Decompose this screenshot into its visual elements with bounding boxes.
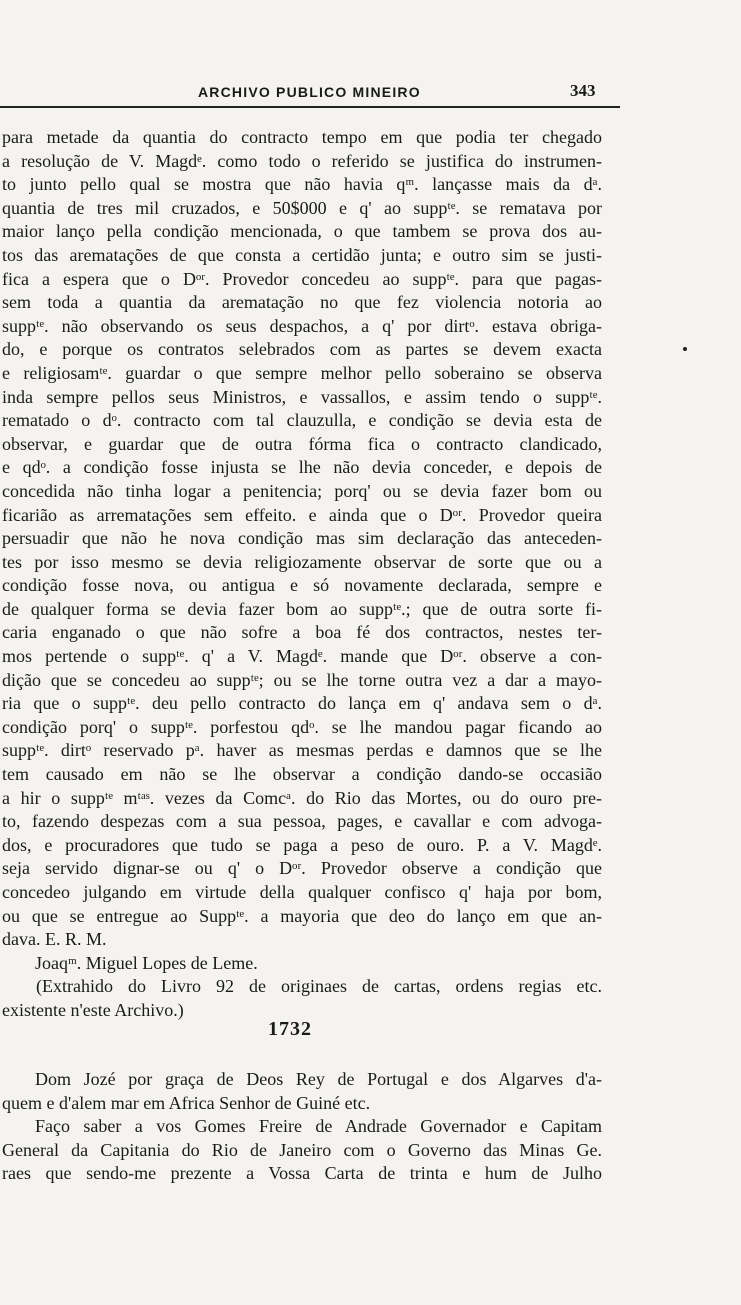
text-line: to junto pello qual se mostra que não havia qᵐ. lançasse mais da dᵃ. <box>2 174 602 195</box>
petition-text <box>2 126 602 1023</box>
text-line: quem e d'alem mar em Africa Senhor de Guiné etc. <box>2 1092 371 1113</box>
text-line: a resolução de V. Magdᵉ. como todo o referido se justifica do instrumen- <box>2 150 602 171</box>
text-line: raes que sendo-me prezente a Vossa Carta de trinta e hum de Julho <box>2 1163 602 1184</box>
page-number: 343 <box>570 81 596 100</box>
text-line: ria que o suppᵗᵉ. deu pello contracto do lança em q' andava sem o dᵃ. <box>2 693 602 714</box>
text-line: dos, e procuradores que tudo se paga a peso de ouro. P. a V. Magdᵉ. <box>2 834 602 855</box>
text-line: do, e porque os contratos selebrados com as partes se devem exacta <box>2 339 602 360</box>
text-line: caria enganado o que não sofre a boa fé dos contractos, nestes ter- <box>2 622 602 643</box>
source-note-line: existente n'este Archivo.) <box>2 999 184 1020</box>
text-line: e qdᵒ. a condição fosse injusta se lhe não devia conceder, e depois de <box>2 457 602 478</box>
text-line: suppᵗᵉ. dirtᵒ reservado pᵃ. haver as mesmas perdas e damnos que se lhe <box>2 740 602 761</box>
text-line: General da Capitania do Rio de Janeiro com o Governo das Minas Ge. <box>2 1139 602 1160</box>
text-line: rematado o dᵒ. contracto com tal clauzulla, e condição se devia esta de <box>2 410 602 431</box>
royal-letter-text <box>2 1068 602 1186</box>
source-note-line: (Extrahido do Livro 92 de originaes de cartas, ordens regias etc. <box>36 976 602 997</box>
text-line: sem toda a quantia da arematação no que fez violencia notoria ao <box>2 292 602 313</box>
text-line: fica a espera que o Dᵒʳ. Provedor concedeu ao suppᵗᵉ. para que pagas- <box>2 268 602 289</box>
text-line: persuadir que não he nova condição mas sim declaração das anteceden- <box>2 528 602 549</box>
text-line: ou que se entregue ao Suppᵗᵉ. a mayoria que deo do lanço em que an- <box>2 905 602 926</box>
text-line: e religiosamᵗᵉ. guardar o que sempre melhor pello soberaino se observa <box>2 362 602 383</box>
text-line: Dom Jozé por graça de Deos Rey de Portugal e dos Algarves d'a- <box>35 1069 602 1089</box>
text-line: Faço saber a vos Gomes Freire de Andrade Governador e Capitam <box>35 1116 602 1137</box>
text-line: condição fosse nova, ou antigua e só novamente declarada, sempre e <box>2 575 602 596</box>
text-line: de qualquer forma se devia fazer bom ao suppᵗᵉ.; que de outra sorte fi- <box>2 598 602 619</box>
text-line: seja servido dignar-se ou q' o Dᵒʳ. Provedor observe a condição que <box>2 858 602 879</box>
text-line: suppᵗᵉ. não observando os seus despachos, a q' por dirtᵒ. estava obriga- <box>2 315 602 336</box>
text-line: a hir o suppᵗᵉ mᵗᵃˢ. vezes da Comcᵃ. do Rio das Mortes, ou do ouro pre- <box>2 787 602 808</box>
text-line: dição que se concedeu ao suppᵗᵉ; ou se lhe torne outra vez a dar a mayo- <box>2 669 602 690</box>
text-line: observar, e guardar que de outra fórma fica o contracto clandicado, <box>2 433 602 454</box>
text-line: condição porq' o suppᵗᵉ. porfestou qdᵒ. se lhe mandou pagar ficando ao <box>2 716 602 737</box>
margin-mark <box>683 347 687 351</box>
running-title: ARCHIVO PUBLICO MINEIRO <box>198 84 421 100</box>
text-line: tem causado em não se lhe observar a condição dando-se occasião <box>2 764 602 785</box>
signature: Joaqᵐ. Miguel Lopes de Leme. <box>35 952 258 973</box>
text-line: maior lanço pella condição mencionada, o que tambem se prova dos au- <box>2 221 602 242</box>
header-rule <box>0 106 620 108</box>
section-year: 1732 <box>268 1018 312 1040</box>
text-line: inda sempre pellos seus Ministros, e vassallos, e assim tendo o suppᵗᵉ. <box>2 386 602 407</box>
text-line: concedeo julgando em virtude della qualquer confisco q' haja por bom, <box>2 882 602 902</box>
text-line: tos das arematações de que consta a certidão junta; e outro sim se justi- <box>2 244 602 265</box>
text-line: to, fazendo despezas com a sua pessoa, pages, e cavallar e com advoga- <box>2 811 602 832</box>
text-line: ficarião as arrematações sem effeito. e ainda que o Dᵒʳ. Provedor queira <box>2 504 602 525</box>
text-line: para metade da quantia do contracto tempo em que podia ter chegado <box>2 127 602 147</box>
text-line: dava. E. R. M. <box>2 929 107 950</box>
text-line: mos pertende o suppᵗᵉ. q' a V. Magdᵉ. mande que Dᵒʳ. observe a con- <box>2 646 602 667</box>
text-line: quantia de tres mil cruzados, e 50$000 e q' ao suppᵗᵉ. se rematava por <box>2 197 602 218</box>
text-line: tes por isso mesmo se devia religiozamente observar de sorte que ou a <box>2 551 602 572</box>
text-line: concedida não tinha logar a penitencia; porq' ou se devia fazer bom ou <box>2 480 602 501</box>
page-header <box>0 78 620 106</box>
